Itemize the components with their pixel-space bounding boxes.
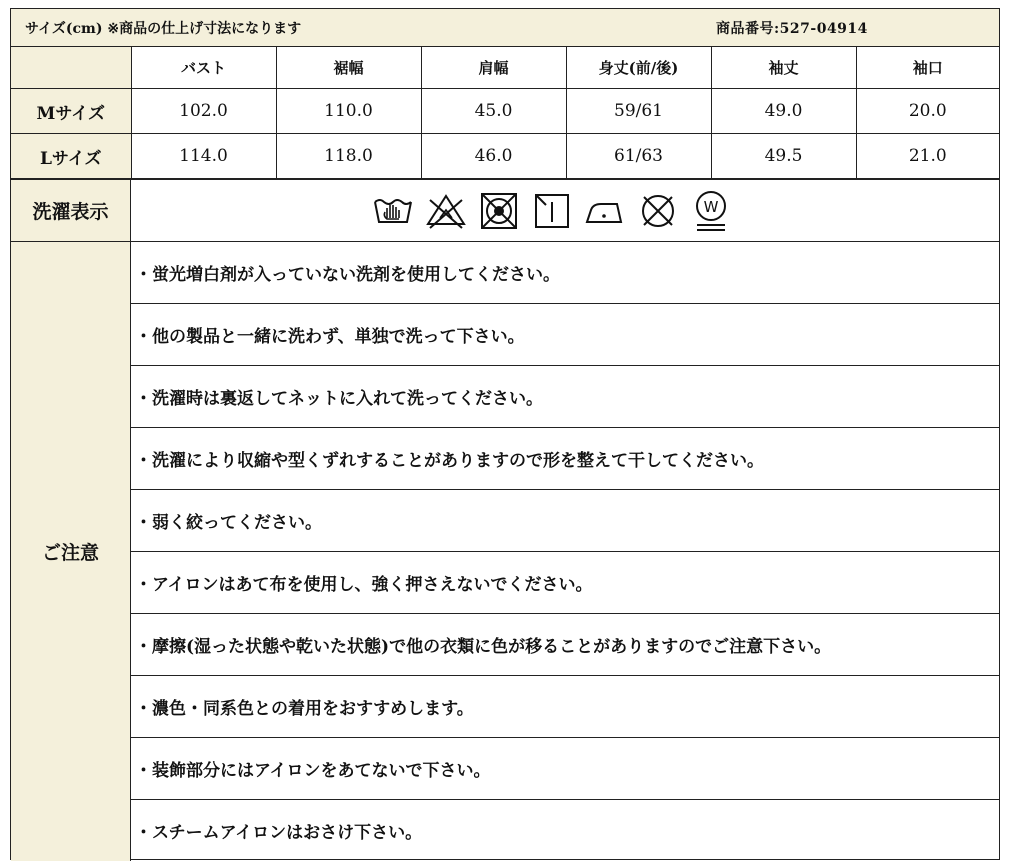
list-item: ・濃色・同系色との着用をおすすめします。 xyxy=(131,676,999,738)
table-row xyxy=(11,134,999,179)
list-item: ・洗濯により収縮や型くずれすることがありますので形を整えて干してください。 xyxy=(131,428,999,490)
table-row xyxy=(11,89,999,134)
corner-cell xyxy=(11,47,131,89)
table-cell: 59/61 xyxy=(566,89,711,134)
table-cell: 118.0 xyxy=(276,134,421,179)
wet-clean-icon xyxy=(689,188,733,234)
table-cell: 46.0 xyxy=(421,134,566,179)
iron-low-icon xyxy=(583,188,627,234)
size-unit-note: サイズ(cm) ※商品の仕上げ寸法になります xyxy=(25,21,302,37)
svg-text:W: W xyxy=(703,198,719,216)
care-icons xyxy=(371,188,733,234)
column-header: 袖口 xyxy=(856,47,999,89)
header-bar xyxy=(11,9,999,47)
list-item: ・スチームアイロンはおさけ下さい。 xyxy=(135,823,423,843)
size-table xyxy=(11,47,999,179)
notes-list xyxy=(131,242,999,861)
table-cell: 61/63 xyxy=(566,134,711,179)
table-cell: 21.0 xyxy=(856,134,999,179)
table-cell: 114.0 xyxy=(131,134,276,179)
list-item: ・アイロンはあて布を使用し、強く押さえないでください。 xyxy=(131,552,999,614)
no-bleach-icon xyxy=(424,188,468,234)
notes-section xyxy=(11,241,999,860)
notes-label: ご注意 xyxy=(11,242,131,861)
column-header: 袖丈 xyxy=(711,47,856,89)
column-header: 肩幅 xyxy=(421,47,566,89)
row-label: Lサイズ xyxy=(11,134,131,179)
table-cell: 49.5 xyxy=(711,134,856,179)
line-dry-shade-icon xyxy=(530,188,574,234)
list-item: ・他の製品と一緒に洗わず、単独で洗って下さい。 xyxy=(131,304,999,366)
list-item: ・蛍光増白剤が入っていない洗剤を使用してください。 xyxy=(131,242,999,304)
column-header: 身丈(前/後) xyxy=(566,47,711,89)
size-care-sheet xyxy=(10,8,1000,860)
care-symbols-row xyxy=(11,179,999,241)
no-tumble-dry-icon xyxy=(477,188,521,234)
no-dry-clean-icon xyxy=(636,188,680,234)
table-cell: 110.0 xyxy=(276,89,421,134)
list-item: ・洗濯時は裏返してネットに入れて洗ってください。 xyxy=(131,366,999,428)
care-label: 洗濯表示 xyxy=(11,180,131,241)
column-header: 裾幅 xyxy=(276,47,421,89)
table-cell: 20.0 xyxy=(856,89,999,134)
product-number: 商品番号:527-04914 xyxy=(716,21,868,37)
list-item: ・摩擦(湿った状態や乾いた状態)で他の衣類に色が移ることがありますのでご注意下さい。 xyxy=(131,614,999,676)
hand-wash-30-icon xyxy=(371,188,415,234)
row-label: Mサイズ xyxy=(11,89,131,134)
column-header: バスト xyxy=(131,47,276,89)
list-item: ・装飾部分にはアイロンをあてないで下さい。 xyxy=(131,738,999,800)
table-cell: 45.0 xyxy=(421,89,566,134)
list-item: ・弱く絞ってください。 xyxy=(131,490,999,552)
table-cell: 49.0 xyxy=(711,89,856,134)
size-table-header xyxy=(11,47,999,89)
table-cell: 102.0 xyxy=(131,89,276,134)
